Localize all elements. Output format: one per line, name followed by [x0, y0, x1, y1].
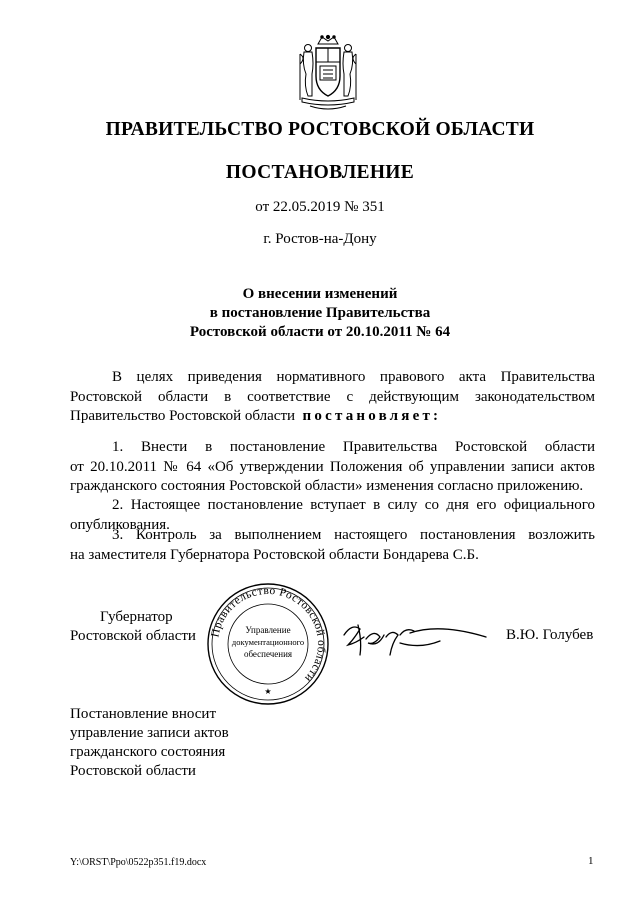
seal-star-icon: ★	[264, 687, 272, 696]
subject-line: в постановление Правительства	[209, 305, 431, 321]
subject-line: Ростовской области от 20.10.2011 № 64	[189, 324, 451, 340]
seal-inner-line: обеспечения	[243, 649, 293, 659]
signer-position-line-2: Ростовской области	[70, 628, 196, 644]
seal-inner-line: документационного	[231, 637, 305, 647]
coat-of-arms-icon	[296, 34, 360, 114]
subject-line: О внесении изменений	[242, 286, 398, 302]
footer-file-path: Y:\ORST\Ppo\0522p351.f19.docx	[70, 857, 207, 868]
intro-paragraph	[70, 368, 595, 427]
note-line: управление записи актов	[70, 725, 229, 741]
note-line: Ростовской области	[70, 763, 196, 779]
text-line: опубликования.	[70, 516, 170, 533]
text-line: В целях приведения нормативного правового акта Правительства	[112, 369, 595, 385]
text-line: от 20.10.2011 № 64 «Об утверждении Положения об управлении записи актов	[70, 458, 595, 475]
decree-keyword: постановляет:	[302, 408, 442, 424]
document-type: ПОСТАНОВЛЕНИЕ	[225, 162, 415, 183]
document-city: г. Ростов-на-Дону	[263, 231, 377, 247]
signer-name: В.Ю. Голубев	[506, 627, 594, 643]
text-line: на заместителя Губернатора Ростовской области Бондарева С.Б.	[70, 546, 479, 563]
text-fragment: Правительство Ростовской области	[70, 408, 296, 424]
text-line: 2. Настоящее постановление вступает в силу со дня его официального	[112, 497, 595, 513]
text-line: Ростовской области в соответствие с действующим законодательством	[70, 388, 595, 405]
handwritten-signature	[340, 615, 490, 663]
text-line: 1. Внести в постановление Правительства Ростовской области	[112, 439, 595, 455]
text-line	[70, 407, 595, 427]
government-title: ПРАВИТЕЛЬСТВО РОСТОВСКОЙ ОБЛАСТИ	[105, 119, 535, 140]
page-number: 1	[588, 855, 594, 867]
submitter-note	[70, 705, 229, 781]
seal-inner-line: Управление	[245, 625, 291, 635]
text-line: гражданского состояния Ростовской области» изменения согласно приложению.	[70, 478, 584, 494]
document-subject	[0, 285, 640, 342]
text-line: 3. Контроль за выполнением настоящего постановления возложить	[112, 527, 595, 543]
seal-outer-text: Правительство Ростовской области	[209, 584, 328, 685]
item-1-paragraph	[70, 438, 595, 497]
official-seal	[206, 582, 330, 706]
document-date-number: от 22.05.2019 № 351	[255, 199, 385, 215]
signer-position-line-1: Губернатор	[100, 609, 173, 625]
note-line: гражданского состояния	[70, 744, 226, 760]
note-line: Постановление вносит	[70, 706, 217, 722]
item-3-paragraph	[70, 526, 595, 565]
